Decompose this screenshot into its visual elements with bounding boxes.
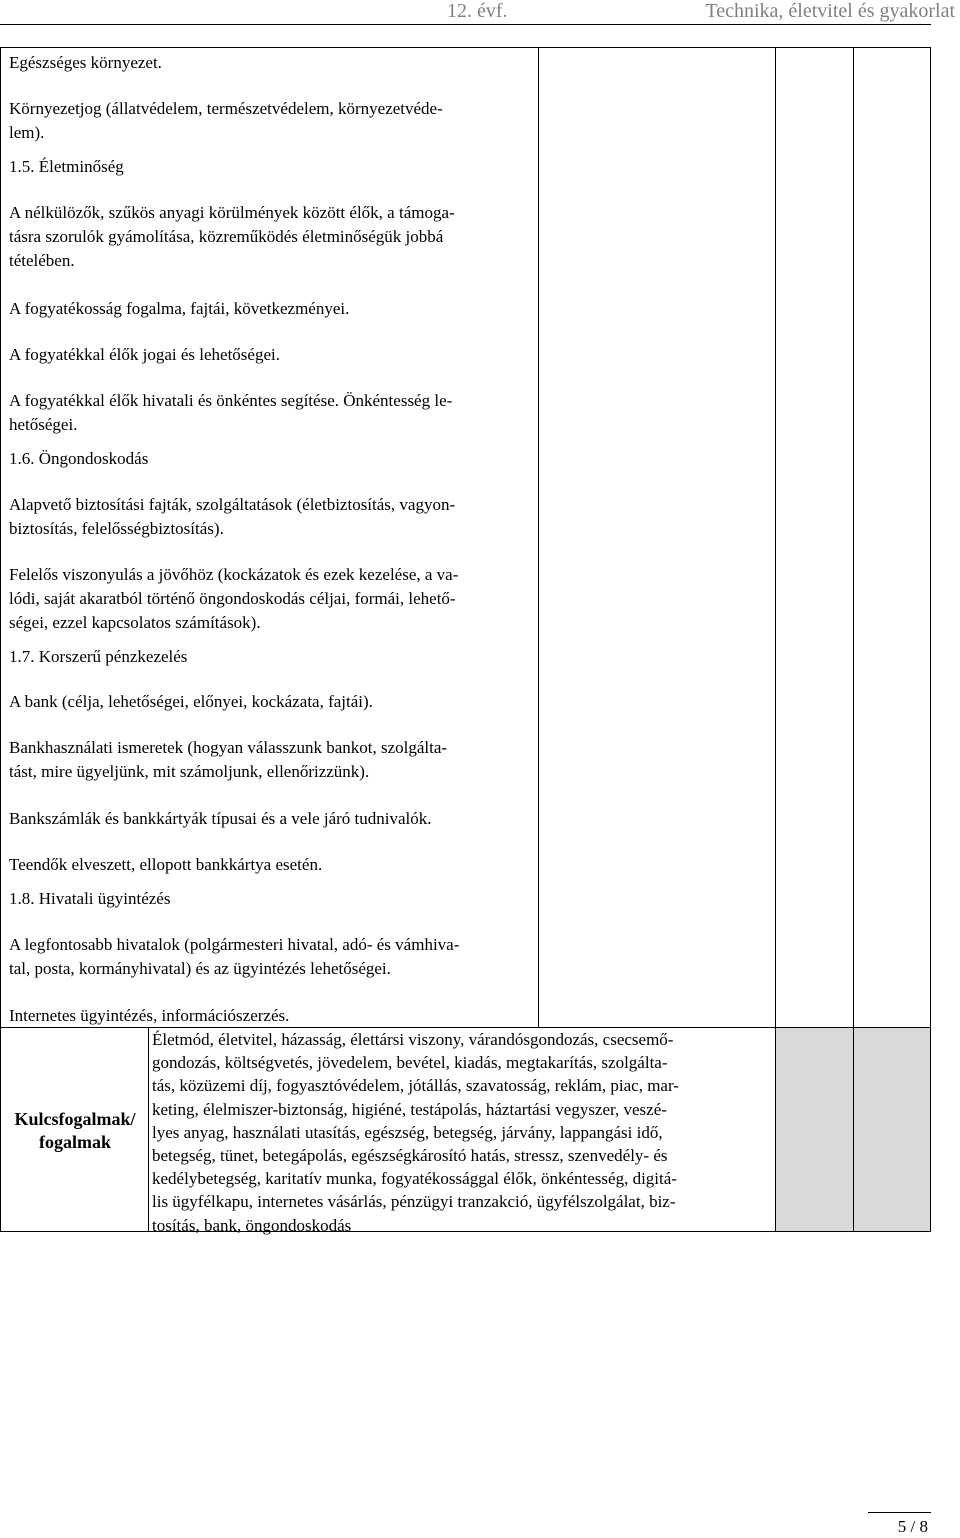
content-item-0: Egészséges környezet.	[9, 53, 162, 72]
table-left-border	[0, 47, 1, 1232]
content-item-12: Bankhasználati ismeretek (hogyan válasszunk bankot, szolgálta- tást, mire ügyeljünk, mit számoljunk, ellenőrizzünk).	[9, 738, 448, 781]
section-heading-1-8: 1.8. Hivatali ügyintézés	[9, 889, 171, 908]
grey-cell-2	[854, 1028, 930, 1231]
content-item-8: Alapvető biztosítási fajták, szolgáltatások (életbiztosítás, vagyon- biztosítás, felelősségbiztosítás).	[9, 495, 456, 538]
footer-rule	[868, 1512, 931, 1513]
content-item-4: A fogyatékosság fogalma, fajtái, következményei.	[9, 299, 350, 318]
section-heading-1-7: 1.7. Korszerű pénzkezelés	[9, 647, 188, 666]
table-right-border	[930, 47, 931, 1232]
content-item-9: Felelős viszonyulás a jövőhöz (kockázatok és ezek kezelése, a va- lódi, saját akaratból történő öngondoskodás céljai, formái, lehető- ségei, ezzel kapcsolatos számítások).	[9, 565, 459, 632]
grey-cell-1	[776, 1028, 853, 1231]
content-item-6: A fogyatékkal élők hivatali és önkéntes segítése. Önkéntesség le- hetőségei.	[9, 391, 453, 434]
page-number: 5 / 8	[897, 1517, 928, 1536]
section-heading-1-5: 1.5. Életminőség	[9, 157, 124, 176]
content-item-16: A legfontosabb hivatalok (polgármesteri hivatal, adó- és vámhiva- tal, posta, kormányhivatal) és az ügyintézés lehetőségei.	[9, 935, 460, 978]
content-item-5: A fogyatékkal élők jogai és lehetőségei.	[9, 345, 280, 364]
content-item-3: A nélkülözők, szűkös anyagi körülmények között élők, a támoga- tásra szorulók gyámolítása, közreműködés életminőségük jobbá tételében.	[9, 203, 455, 270]
section-heading-1-6: 1.6. Öngondoskodás	[9, 449, 149, 468]
table-top-border	[0, 47, 931, 48]
header-grade: 12. évf.	[447, 0, 508, 22]
column-divider-1	[538, 47, 539, 1027]
keywords-text: Életmód, életvitel, házasság, élettársi viszony, várandósgondozás, csecsemő- gondozás, költségvetés, jövedelem, bevétel, kiadás, megtakarítás, szolgálta- tás, közüzemi díj, fogyasztóvédelem, jótállás, szavatosság, reklám, piac, mar- keting, élelmiszer-biztonság, higiéné, testápolás, háztartási vegyszer, veszé- lyes anyag, használati utasítás, egészség, betegség, járvány, lappangási idő, betegség, tünet, betegápolás, egészségkárosító hatás, stressz, szenvedély- és kedélybetegség, karitatív munka, fogyatékossággal élők, önkéntesség, digitá- lis ügyfélkapu, internetes vásárlás, pénzügyi tranzakció, ügyfélszolgálat, biz- tosítás, bank, öngondoskodás	[152, 1030, 679, 1235]
content-item-17: Internetes ügyintézés, információszerzés.	[9, 1006, 290, 1025]
content-item-1: Környezetjog (állatvédelem, természetvédelem, környezetvéde- lem).	[9, 99, 443, 142]
keyword-label-divider	[148, 1027, 149, 1232]
header-subject: Technika, életvitel és gyakorlat	[705, 0, 955, 22]
header-rule	[0, 24, 931, 25]
keywords-label: Kulcsfogalmak/ fogalmak	[14, 1109, 136, 1152]
content-item-11: A bank (célja, lehetőségei, előnyei, kockázata, fajtái).	[9, 692, 373, 711]
content-item-13: Bankszámlák és bankkártyák típusai és a vele járó tudnivalók.	[9, 809, 432, 828]
content-item-14: Teendők elveszett, ellopott bankkártya esetén.	[9, 855, 323, 874]
